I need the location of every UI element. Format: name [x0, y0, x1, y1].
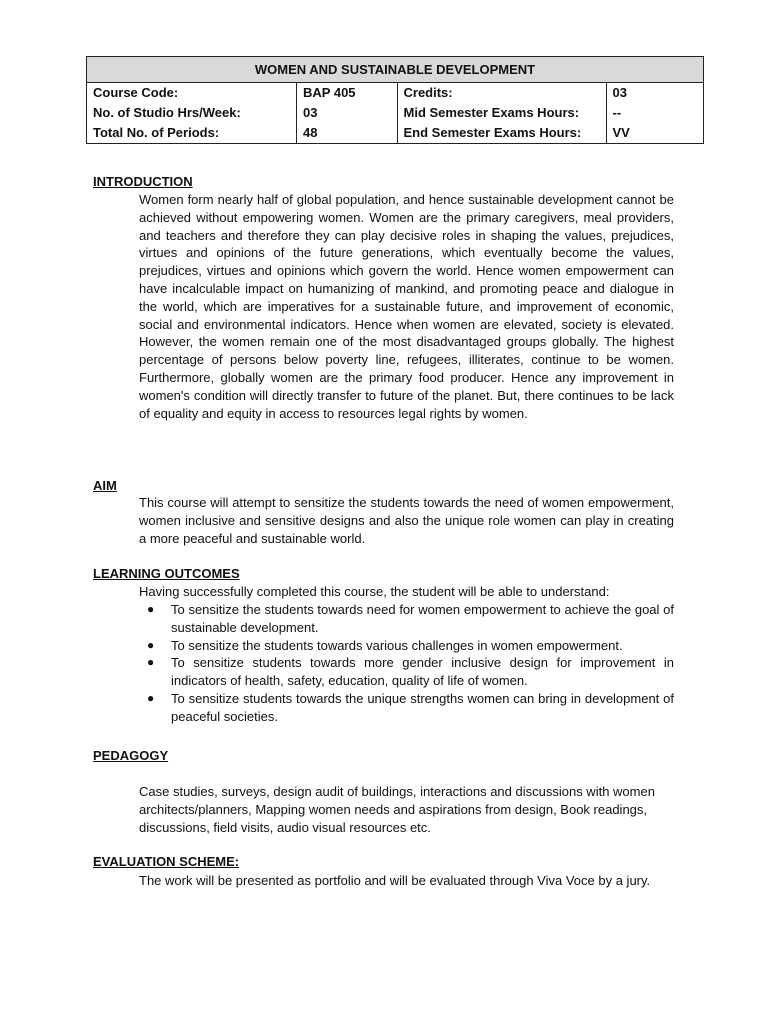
exam-labels-column: [397, 83, 606, 144]
total-periods-label: Total No. of Periods:: [93, 125, 220, 140]
course-title: WOMEN AND SUSTAINABLE DEVELOPMENT: [87, 57, 704, 83]
learning-outcomes-heading: LEARNING OUTCOMES: [93, 566, 240, 581]
learning-outcomes-intro: Having successfully completed this course, the student will be able to understand:: [139, 584, 610, 599]
bullet-icon: ●: [147, 637, 155, 652]
exam-values-column: [606, 83, 703, 144]
evaluation-heading: EVALUATION SCHEME:: [93, 854, 240, 869]
outcome-text: To sensitize students towards the unique strengths women can bring in development of peaceful societies.: [171, 690, 674, 724]
introduction-text: Women form nearly half of global population, and hence sustainable development cannot be achieved without empowering women. Women are the primary caregivers, meal providers, and teachers and therefore they can play decisive roles in shaping the values, prejudices, virtues and opinions of the future generations, which eventually become the values, prejudices, virtues and opinions which govern the world. Hence women empowerment can have incalculable impact on humanizing of mankind, and promoting peace and dialogue in the world, which are imperatives for a sustainable future, and improvement of economic, social and environmental indicators. Hence when women are elevated, society is elevated. However, the women remain one of the most disadvantaged groups globally. The highest percentage of persons below poverty line, refugees, illiterates, continue to be women. Furthermore, globally women are the primary food producer. Hence any improvement in women's condition will directly transfer to future of the planet. But, there continues to be lack of equality and equity in access to resources legal rights by women.: [139, 192, 674, 421]
aim-heading: AIM: [93, 478, 117, 493]
pedagogy-heading: PEDAGOGY: [93, 748, 169, 763]
list-item: [139, 601, 674, 637]
bullet-icon: ●: [147, 655, 155, 670]
credits-value: 03: [612, 85, 627, 100]
bullet-icon: ●: [147, 690, 155, 705]
aim-text: This course will attempt to sensitize the students towards the need of women empowerment, women inclusive and sensitive designs and also the unique role women can play in creating a more peaceful and sustainable world.: [139, 495, 674, 546]
course-code-label: Course Code:: [93, 85, 179, 100]
mid-semester-label: Mid Semester Exams Hours:: [403, 105, 580, 120]
course-values-column: [297, 83, 397, 144]
list-item: [139, 690, 674, 726]
studio-hours-value: 03: [303, 105, 318, 120]
outcome-text: To sensitize students towards more gender inclusive design for improvement in indicators of health, safety, education, quality of life of women.: [171, 655, 674, 689]
introduction-heading: INTRODUCTION: [93, 174, 193, 189]
learning-outcomes-list: [139, 601, 674, 726]
outcome-text: To sensitize the students towards need for women empowerment to achieve the goal of sustainable development.: [171, 602, 674, 635]
bullet-icon: ●: [147, 602, 155, 616]
outcome-text: To sensitize the students towards various challenges in women empowerment.: [171, 637, 623, 653]
course-labels-column: [87, 83, 297, 144]
evaluation-text: The work will be presented as portfolio and will be evaluated through Viva Voce by a jury.: [139, 873, 651, 888]
course-code-value: BAP 405: [303, 85, 356, 100]
course-info-table: [86, 56, 704, 144]
pedagogy-text: Case studies, surveys, design audit of buildings, interactions and discussions with women architects/planners, Mapping women needs and aspirations from design, Book readings, discussions, field visits, audio visual resources etc.: [139, 784, 655, 835]
list-item: [139, 637, 674, 655]
end-semester-value: VV: [612, 125, 630, 140]
list-item: [139, 654, 674, 690]
total-periods-value: 48: [303, 125, 318, 140]
studio-hours-label: No. of Studio Hrs/Week:: [93, 105, 241, 120]
credits-label: Credits:: [403, 85, 453, 100]
mid-semester-value: --: [612, 105, 622, 120]
end-semester-label: End Semester Exams Hours:: [403, 125, 582, 140]
